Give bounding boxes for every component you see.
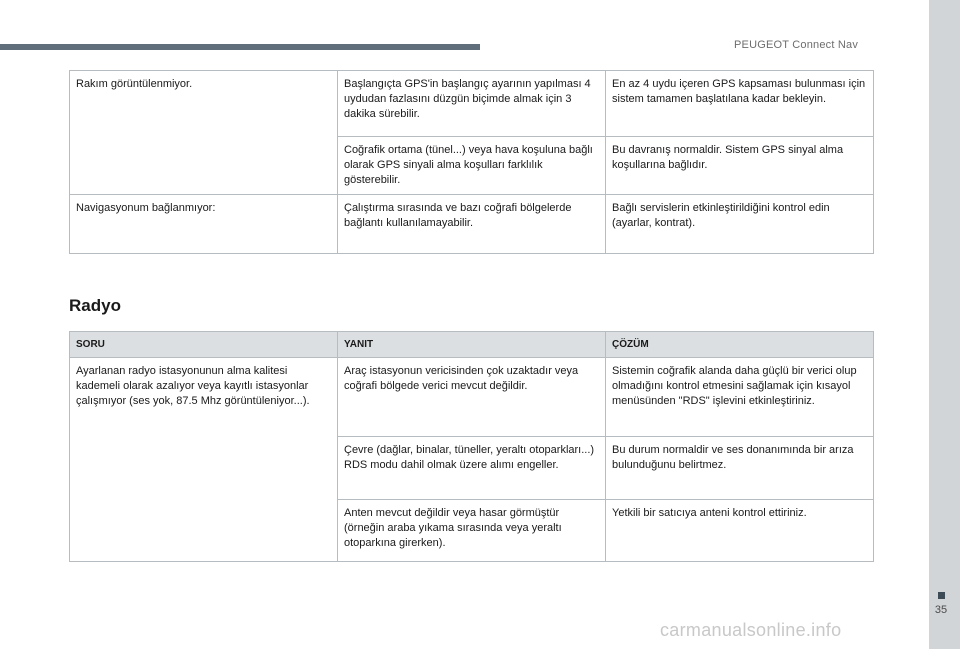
cause-cell: Çevre (dağlar, binalar, tüneller, yeraltı otoparkları...) RDS modu dahil olmak üzere alımı engeller.: [338, 437, 606, 500]
page-number: 35: [934, 604, 948, 616]
radio-troubleshooting-table: [69, 331, 874, 562]
section-heading: Radyo: [69, 296, 121, 315]
watermark: carmanualsonline.info: [660, 620, 842, 640]
cause-cell: Başlangıçta GPS'in başlangıç ayarının yapılması 4 uydudan fazlasını düzgün biçimde almak için 3 dakika sürebilir.: [338, 71, 606, 137]
column-header-solution: ÇÖZÜM: [606, 332, 874, 358]
page-side-strip: [929, 0, 960, 649]
table-row: [70, 71, 874, 137]
solution-cell: Yetkili bir satıcıya anteni kontrol ettiriniz.: [606, 500, 874, 562]
column-header-answer: YANIT: [338, 332, 606, 358]
table-row: [70, 358, 874, 437]
table-row: [70, 195, 874, 254]
column-header-question: SORU: [70, 332, 338, 358]
question-cell: Navigasyonum bağlanmıyor:: [70, 195, 338, 254]
header-rule: [0, 44, 480, 50]
navigation-troubleshooting-table: [69, 70, 874, 254]
solution-cell: Bu davranış normaldir. Sistem GPS sinyal alma koşullarına bağlıdır.: [606, 137, 874, 195]
table-header-row: [70, 332, 874, 358]
question-cell: Rakım görüntülenmiyor.: [70, 71, 338, 195]
solution-cell: Sistemin coğrafik alanda daha güçlü bir verici olup olmadığını kontrol etmesini sağlamak için kısayol menüsünden "RDS" işlevini etkinleştiriniz.: [606, 358, 874, 437]
cause-cell: Çalıştırma sırasında ve bazı coğrafi bölgelerde bağlantı kullanılamayabilir.: [338, 195, 606, 254]
solution-cell: Bu durum normaldir ve ses donanımında bir arıza bulunduğunu belirtmez.: [606, 437, 874, 500]
solution-cell: Bağlı servislerin etkinleştirildiğini kontrol edin (ayarlar, kontrat).: [606, 195, 874, 254]
cause-cell: Coğrafik ortama (tünel...) veya hava koşuluna bağlı olarak GPS sinyali alma koşulları farklılık gösterebilir.: [338, 137, 606, 195]
question-cell: Ayarlanan radyo istasyonunun alma kalitesi kademeli olarak azalıyor veya kayıtlı istasyonlar çalışmıyor (ses yok, 87.5 Mhz görüntüleniyor...).: [70, 358, 338, 562]
page-marker: [938, 592, 945, 599]
cause-cell: Anten mevcut değildir veya hasar görmüştür (örneğin araba yıkama sırasında veya yeraltı otoparkına girerken).: [338, 500, 606, 562]
cause-cell: Araç istasyonun vericisinden çok uzaktadır veya coğrafi bölgede verici mevcut değildir.: [338, 358, 606, 437]
header-title: PEUGEOT Connect Nav: [734, 39, 859, 51]
solution-cell: En az 4 uydu içeren GPS kapsaması bulunması için sistem tamamen başlatılana kadar bekleyin.: [606, 71, 874, 137]
